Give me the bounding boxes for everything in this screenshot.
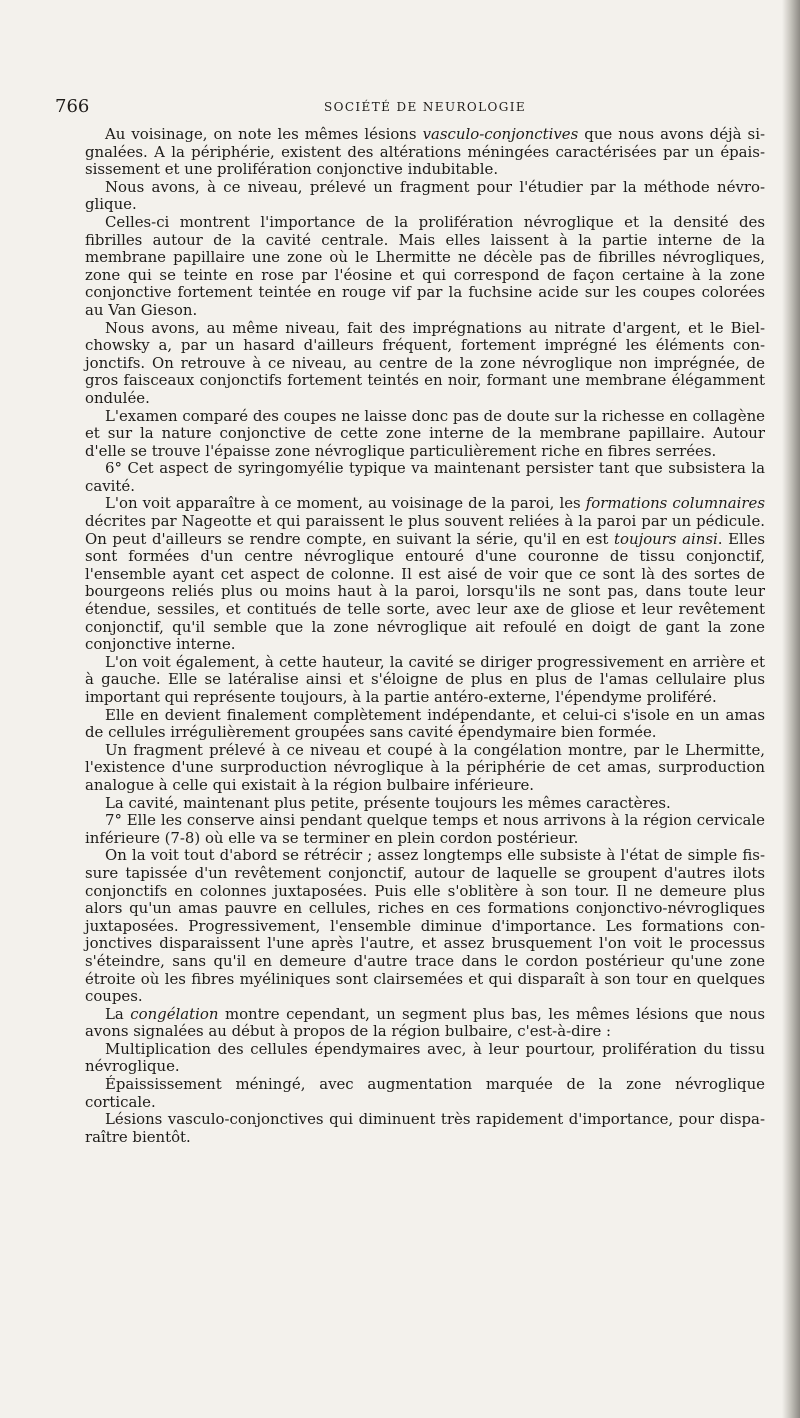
paragraph [85, 1111, 765, 1146]
italic-term: vasculo-conjonctives [422, 125, 579, 143]
text-run: montre cependant, un segment plus bas, les mêmes lésions que nous avons signalées au début à propos de la région bulbaire, c'est-à-dire : [85, 1004, 766, 1041]
text-run: Nous avons, à ce niveau, prélevé un fragment pour l'étudier par la méthode névroglique. [85, 177, 765, 214]
text-run: 7° Elle les conserve ainsi pendant quelque temps et nous arrivons à la région cervicale inférieure (7-8) où elle va se terminer en plein cordon postérieur. [85, 811, 765, 847]
paragraph [85, 1006, 765, 1041]
paragraph [85, 495, 765, 653]
paragraph [85, 320, 765, 408]
text-run: Multiplication des cellules épendymaires avec, à leur pourtour, prolifération du tissu névroglique. [85, 1039, 765, 1076]
paragraph [85, 812, 765, 847]
text-run: L'on voit également, à cette hauteur, la cavité se diriger progressivement en arrière et à gauche. Elle se latéralise ainsi et s'éloigne de plus en plus de l'amas cellulaire plus important qui représente toujours, à la partie antéro-externe, l'épendyme proliféré. [85, 652, 765, 706]
text-run: La [105, 1004, 131, 1023]
text-run: . Elles sont formées d'un centre névroglique entouré d'une couronne de tissu conjonctif, l'ensemble ayant cet aspect de colonne. Il est aisé de voir que ce sont là des sortes de bourgeons reliés plus ou moins haut à la paroi, lorsqu'ils ne sont pas, dans toute leur étendue, sessiles, et contitués de telle sorte, avec leur axe de gliose et leur revêtement conjonctif, qu'il semble que la zone névroglique ait refoulé en doigt de gant la zone conjonctive interne. [85, 529, 765, 654]
italic-term: toujours ainsi [614, 529, 718, 548]
italic-term: congélation [130, 1004, 219, 1023]
paragraph [85, 847, 765, 1005]
text-run: Celles-ci montrent l'importance de la prolifération névroglique et la densité des fibrilles autour de la cavité centrale. Mais elles laissent à la partie interne de la membrane papillaire une zone où le Lhermitte ne décèle pas de fibrilles névrogliques, zone qui se teinte en rose par l'éosine et qui correspond de façon certaine à la zone conjonctive fortement teintée en rouge vif par la fuchsine acide sur les coupes colorées au Van Gieson. [85, 212, 765, 319]
paragraph [85, 742, 765, 795]
text-run: Lésions vasculo-conjonctives qui diminuent très rapidement d'importance, pour disparaître bientôt. [85, 1110, 765, 1146]
text-run: Nous avons, au même niveau, fait des imprégnations au nitrate d'argent, et le Bielchowsky a, par un hasard d'ailleurs fréquent, fortement imprégné les éléments conjonctifs. On retrouve à ce niveau, au centre de la zone névroglique non imprégnée, de gros faisceaux conjonctifs fortement teintés en noir, formant une membrane élégamment ondulée. [85, 318, 765, 407]
text-run: Au voisinage, on note les mêmes lésions [105, 125, 423, 143]
text-run: Elle en devient finalement complètement indépendante, et celui-ci s'isole en un amas de cellules irrégulièrement groupées sans cavité épendymaire bien formée. [85, 705, 765, 742]
page-header [55, 96, 765, 120]
book-page [55, 96, 766, 1146]
text-run: décrites par Nageotte et qui paraissent le plus souvent reliées à la paroi par un pédicule. On peut d'ailleurs se rendre compte, en suivant la série, qu'il en est [85, 512, 765, 548]
text-run: Un fragment prélevé à ce niveau et coupé à la congélation montre, par le Lhermitte, l'existence d'une surproduction névroglique à la périphérie de cet amas, surproduction analogue à celle qui existait à la région bulbaire inférieure. [85, 740, 765, 794]
text-run: La cavité, maintenant plus petite, présente toujours les mêmes caractères. [105, 793, 671, 812]
paragraph [85, 707, 765, 742]
text-run: On la voit tout d'abord se rétrécir ; assez longtemps elle subsiste à l'état de simple fissure tapissée d'un revêtement conjonctif, autour de laquelle se groupent d'autres ilots conjonctifs en colonnes juxtaposées. Puis elle s'oblitère à son tour. Il ne demeure plus alors qu'un amas pauvre en cellules, riches en ces formations conjonctivo-névrogliques juxtaposées. Progressivement, l'ensemble diminue d'importance. Les formations conjonctives disparaissent l'une après l'autre, et assez brusquement l'on voit le processus s'éteindre, sans qu'il en demeure d'autre trace dans le cordon postérieur qu'une zone étroite où les fibres myéliniques sont clairsemées et qui disparaît à son tour en quelques coupes. [85, 846, 765, 1006]
italic-term: formations columnaires [585, 494, 765, 513]
paragraph [85, 654, 765, 707]
paragraph [85, 214, 765, 320]
page-edge-shadow [782, 0, 800, 1418]
paragraph [85, 1076, 765, 1111]
paragraph [85, 460, 765, 495]
running-title: SOCIÉTÉ DE NEUROLOGIE [323, 100, 527, 114]
body-text [85, 126, 765, 1146]
paragraph [85, 126, 765, 179]
text-run: L'on voit apparaître à ce moment, au voisinage de la paroi, les [105, 494, 586, 513]
paragraph [85, 795, 765, 813]
text-run: que nous avons déjà signalées. A la périphérie, existent des altérations méningées caractérisées par un épaississement et une prolifération conjonctive indubitable. [85, 125, 766, 179]
page-number: 766 [55, 96, 90, 117]
paragraph [85, 179, 765, 214]
paragraph [85, 408, 765, 461]
text-run: L'examen comparé des coupes ne laisse donc pas de doute sur la richesse en collagène et sur la nature conjonctive de cette zone interne de la membrane papillaire. Autour d'elle se trouve l'épaisse zone névroglique particulièrement riche en fibres serrées. [85, 406, 765, 460]
paragraph [85, 1041, 765, 1076]
text-run: 6° Cet aspect de syringomyélie typique va maintenant persister tant que subsistera la cavité. [85, 459, 765, 495]
text-run: Épaississement méningé, avec augmentation marquée de la zone névroglique corticale. [85, 1075, 765, 1111]
